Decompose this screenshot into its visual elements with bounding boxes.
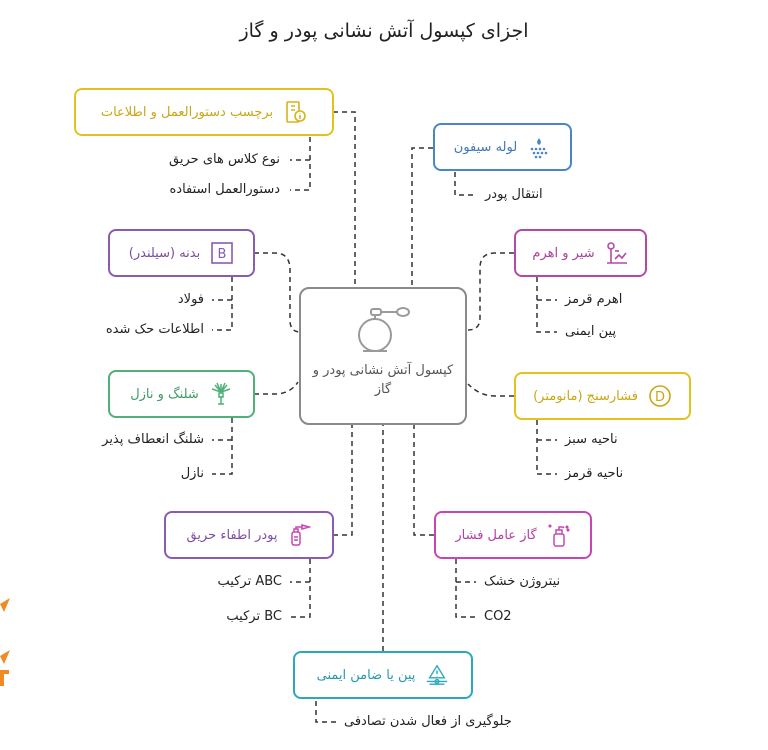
leaf-label-1: نوع کلاس های حریق [169, 152, 280, 167]
leaf-powder-1: ABC ترکیب [217, 574, 282, 589]
connector-valve-items [537, 277, 557, 332]
connector-label [333, 112, 355, 287]
hose-nozzle-icon [209, 382, 233, 406]
diagram-title: اجزای کپسول آتش نشانی پودر و گاز [239, 20, 529, 42]
svg-text:B: B [217, 247, 227, 262]
node-label-box [74, 88, 334, 136]
leaf-gas-1: نیتروژن خشک [484, 574, 561, 589]
connector-powder-items [290, 559, 310, 617]
node-valve-title: شیر و اهرم [532, 245, 595, 261]
center-node [299, 287, 467, 425]
valve-lever-icon [605, 241, 629, 265]
node-label-title: برچسب دستورالعمل و اطلاعات [100, 104, 274, 120]
node-gas-title: گاز عامل فشار [455, 527, 537, 543]
svg-text:D: D [654, 390, 665, 405]
node-gas-box [434, 511, 592, 559]
node-siphon-title: لوله سیفون [453, 139, 518, 155]
leaf-hose-2: نازل [180, 466, 204, 481]
connector-siphon-items [455, 172, 475, 195]
connector-label-items [290, 137, 310, 190]
connector-body-items [212, 277, 232, 330]
leaf-gauge-1: ناحیه سبز [565, 432, 618, 447]
node-body-box [108, 229, 255, 277]
leaf-gauge-2: ناحیه قرمز [565, 466, 624, 481]
warning-pin-icon [425, 663, 449, 687]
connector-hose-items [212, 418, 232, 474]
sprinkler-icon [527, 135, 551, 159]
leaf-hose-1: شلنگ انعطاف پذیر [102, 432, 204, 447]
spray-bottle-icon [547, 523, 571, 547]
connector-pin-items [316, 701, 336, 722]
label-info-icon [283, 100, 307, 124]
node-gauge-title: فشارسنج (مانومتر) [533, 388, 638, 404]
node-hose-box [108, 370, 255, 418]
leaf-siphon-1: انتقال پودر [485, 187, 543, 202]
leaf-label-2: دستورالعمل استفاده [169, 182, 280, 197]
extinguisher-icon [287, 523, 311, 547]
leaf-body-1: فولاد [177, 292, 204, 307]
fire-extinguisher-icon [353, 303, 417, 361]
connector-siphon [412, 148, 433, 287]
node-hose-title: شلنگ و نازل [130, 386, 199, 402]
node-siphon-box [433, 123, 572, 171]
leaf-pin-1: جلوگیری از فعال شدن تصادفی [344, 714, 512, 729]
letter-b-icon [210, 241, 234, 265]
node-valve-box [514, 229, 647, 277]
watermark-fragment [0, 590, 16, 700]
gauge-d-icon [648, 384, 672, 408]
connector-gas [414, 425, 434, 535]
leaf-gas-2: CO2 [484, 609, 512, 624]
node-powder-box [164, 511, 334, 559]
connector-hose [254, 382, 298, 394]
connector-body [254, 253, 300, 332]
leaf-powder-2: BC ترکیب [226, 609, 282, 624]
node-pin-box [293, 651, 473, 699]
connector-powder [333, 425, 352, 535]
leaf-valve-1: اهرم قرمز [565, 292, 623, 307]
node-pin-title: پین یا ضامن ایمنی [316, 667, 416, 683]
connector-gauge [468, 384, 514, 396]
node-body-title: بدنه (سیلندر) [128, 245, 201, 261]
connector-gas-items [456, 559, 476, 617]
connector-valve [468, 253, 514, 330]
leaf-body-2: اطلاعات حک شده [105, 322, 204, 337]
connector-gauge-items [537, 420, 557, 474]
leaf-valve-2: پین ایمنی [565, 324, 617, 339]
node-gauge-box [514, 372, 691, 420]
center-label: کپسول آتش نشانی پودر و گاز [312, 363, 454, 397]
node-powder-title: پودر اطفاء حریق [186, 527, 278, 543]
